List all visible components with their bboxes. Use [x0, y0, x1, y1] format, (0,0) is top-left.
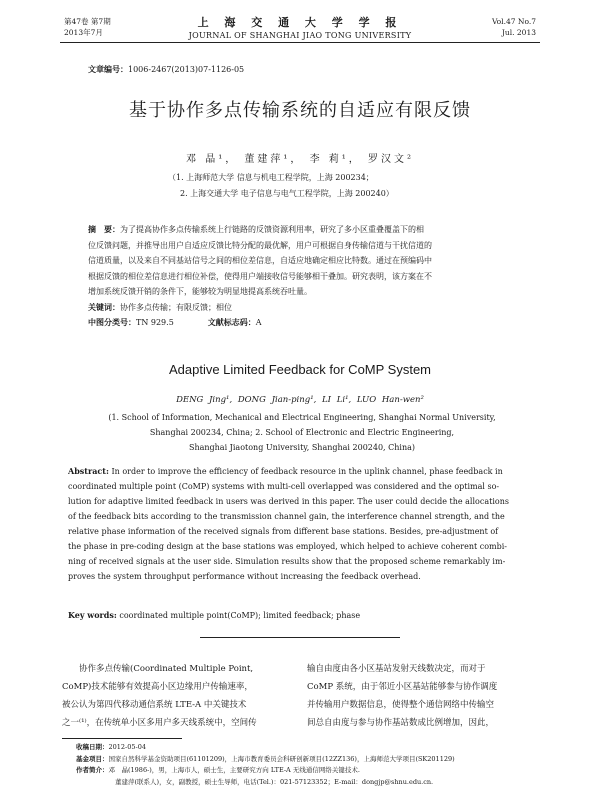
footnote-text: 邓 晶(1986-)，男，上海市人，硕士生，主要研究方向 LTE-A 无线通信网络关键技术. — [108, 766, 360, 774]
abstract-en-line: of the feedback bits according to the transmission channel gain, the interference channel strength, and the — [68, 512, 505, 521]
authors-cn: 邓 晶¹， 董建萍¹， 李 莉¹， 罗汉文² — [186, 154, 414, 165]
keywords-en-label: Key words: — [68, 610, 117, 620]
abstract-cn-block — [88, 222, 516, 331]
body-line: 输自由度由各小区基站发射天线数决定，而对于 — [307, 664, 486, 674]
abstract-cn-label: 摘 要： — [88, 224, 120, 234]
header-left — [64, 16, 111, 38]
affiliations-en — [92, 410, 512, 455]
body-line: 之一⁽¹⁾，在传统单小区多用户多天线系统中，空间传 — [62, 718, 257, 728]
keywords-en — [68, 610, 360, 620]
abstract-en-line: ning of received signals at the user side. Simulation results show that the proposed scheme remarkably im- — [68, 557, 506, 566]
header-rule — [60, 42, 540, 43]
article-number-value: 1006-2467(2013)07-1126-05 — [128, 65, 245, 74]
abstract-cn-line — [88, 222, 516, 238]
header-right — [492, 16, 536, 38]
journal-name-en: JOURNAL OF SHANGHAI JIAO TONG UNIVERSITY — [188, 31, 412, 40]
title-cn: 基于协作多点传输系统的自适应有限反馈 — [129, 100, 471, 121]
affiliation-cn-2: 2. 上海交通大学 电子信息与电气工程学院，上海 200240） — [180, 189, 394, 198]
body-line: 协作多点传输(Coordinated Multiple Point, — [62, 664, 254, 674]
footnote-text: 国家自然科学基金资助项目(61101209)，上海市教育委员会科研创新项目(12ZZ136)，上海师范大学项目(SK201129) — [108, 754, 455, 763]
abstract-cn-text: 为了提高协作多点传输系统上行链路的反馈资源利用率，研究了多小区重叠覆盖下的相 — [120, 225, 424, 234]
abstract-cn-line: 根据反馈的相位差信息进行相位补偿，使得用户端接收信号能够相干叠加。研究表明，该方案在不 — [88, 271, 432, 281]
classification — [88, 315, 516, 331]
header-date-en: Jul. 2013 — [501, 28, 536, 37]
abstract-en-line: the phase in pre-coding design at the base stations was employed, which helped to achieve coherent combi- — [68, 542, 507, 551]
affiliation-en-line: Shanghai 200234, China; 2. School of Electronic and Electric Engineering, — [149, 428, 455, 437]
body-line: 并传输用户数据信息，使得整个通信网络中传输空 — [307, 700, 495, 710]
body-column-right — [307, 660, 539, 732]
keywords-en-value: coordinated multiple point(CoMP); limited feedback; phase — [119, 611, 361, 620]
affiliation-en-line: Shanghai Jiaotong University, Shanghai 200240, China) — [188, 443, 416, 452]
document-code-value: A — [255, 318, 262, 327]
keywords-cn — [88, 300, 516, 316]
document-code-label: 文献标志码： — [207, 317, 256, 327]
footnote-label: 作者简介： — [76, 766, 109, 774]
abstract-en-line: proves the system throughput performance without increasing the feedback overhead. — [68, 572, 421, 581]
header-volume-cn: 第47卷 第7期 — [64, 17, 111, 26]
authors-en: DENG Jing¹, DONG Jian-ping¹, LI Li¹, LUO Han-wen² — [176, 395, 424, 405]
abstract-cn-line: 增加系统反馈开销的条件下，能够较为明显地提高系统吞吐量。 — [88, 287, 312, 296]
abstract-en-label: Abstract: — [68, 466, 109, 476]
body-column-left — [62, 660, 294, 732]
header-volume-en: Vol.47 No.7 — [491, 17, 536, 26]
footnote-label: 收稿日期： — [76, 743, 109, 751]
article-number-label: 文章编号： — [88, 64, 128, 74]
title-en: Adaptive Limited Feedback for CoMP System — [168, 362, 432, 377]
body-line: 间总自由度与参与协作基站数成比例增加，因此， — [307, 718, 495, 728]
article-number — [88, 64, 244, 75]
footnotes — [76, 742, 546, 788]
section-divider — [200, 637, 400, 638]
footnote-text: 2012-05-04 — [108, 743, 146, 751]
body-line: 被公认为第四代移动通信系统 LTE-A 中关键技术 — [62, 700, 247, 710]
keywords-cn-value: 协作多点传输；有限反馈；相位 — [120, 302, 232, 312]
footnote-label: 基金项目： — [76, 754, 109, 763]
abstract-en-line — [68, 464, 538, 479]
journal-name-cn: 上 海 交 通 大 学 学 报 — [197, 16, 403, 29]
classification-label: 中图分类号： — [88, 317, 136, 327]
abstract-en-line: coordinated multiple point (CoMP) systems with multi-cell overlapped was considered and the optimal so- — [68, 482, 500, 491]
footnote-funding — [76, 754, 546, 766]
classification-value: TN 929.5 — [136, 318, 174, 327]
header-center — [150, 14, 450, 40]
keywords-cn-label: 关键词： — [88, 301, 120, 312]
abstract-en-line: lution for adaptive limited feedback in users was derived in this paper. The user could decide the allocations — [68, 497, 509, 506]
abstract-en-block — [68, 464, 538, 584]
footnote-contact — [76, 777, 546, 789]
abstract-cn-line: 位反馈问题，并推导出用户自适应反馈比特分配的最优解，用户可根据自身传输信道与干扰信道的 — [88, 240, 432, 250]
footnote-text: 董建萍(联系人)，女，副教授，硕士生导师，电话(Tel.)：021-57123352；E-mail：dongjp@shnu.edu.cn. — [76, 777, 434, 786]
abstract-cn-line: 信道质量，以及来自不同基站信号之间的相位差信息，自适应地确定相应比特数。通过在预编码中 — [88, 256, 432, 265]
header-date-cn: 2013年7月 — [64, 28, 103, 37]
body-line: CoMP 系统，由于邻近小区基站能够参与协作调度 — [307, 682, 498, 692]
footnote-rule — [62, 738, 182, 739]
abstract-en-line: relative phase information of the received signals from different base stations. Besides, pre-adjustment of — [68, 527, 499, 536]
abstract-en-text: In order to improve the efficiency of feedback resource in the uplink channel, phase feedback in — [111, 467, 503, 476]
affiliations-cn — [168, 170, 394, 202]
affiliation-cn-1: （1. 上海师范大学 信息与机电工程学院，上海 200234； — [168, 173, 374, 182]
footnote-author-bio — [76, 765, 546, 777]
footnote-received — [76, 742, 546, 754]
body-line: CoMP)技术能够有效提高小区边缘用户传输速率， — [62, 682, 253, 692]
affiliation-en-line: (1. School of Information, Mechanical and Electrical Engineering, Shanghai Normal University, — [108, 413, 496, 422]
